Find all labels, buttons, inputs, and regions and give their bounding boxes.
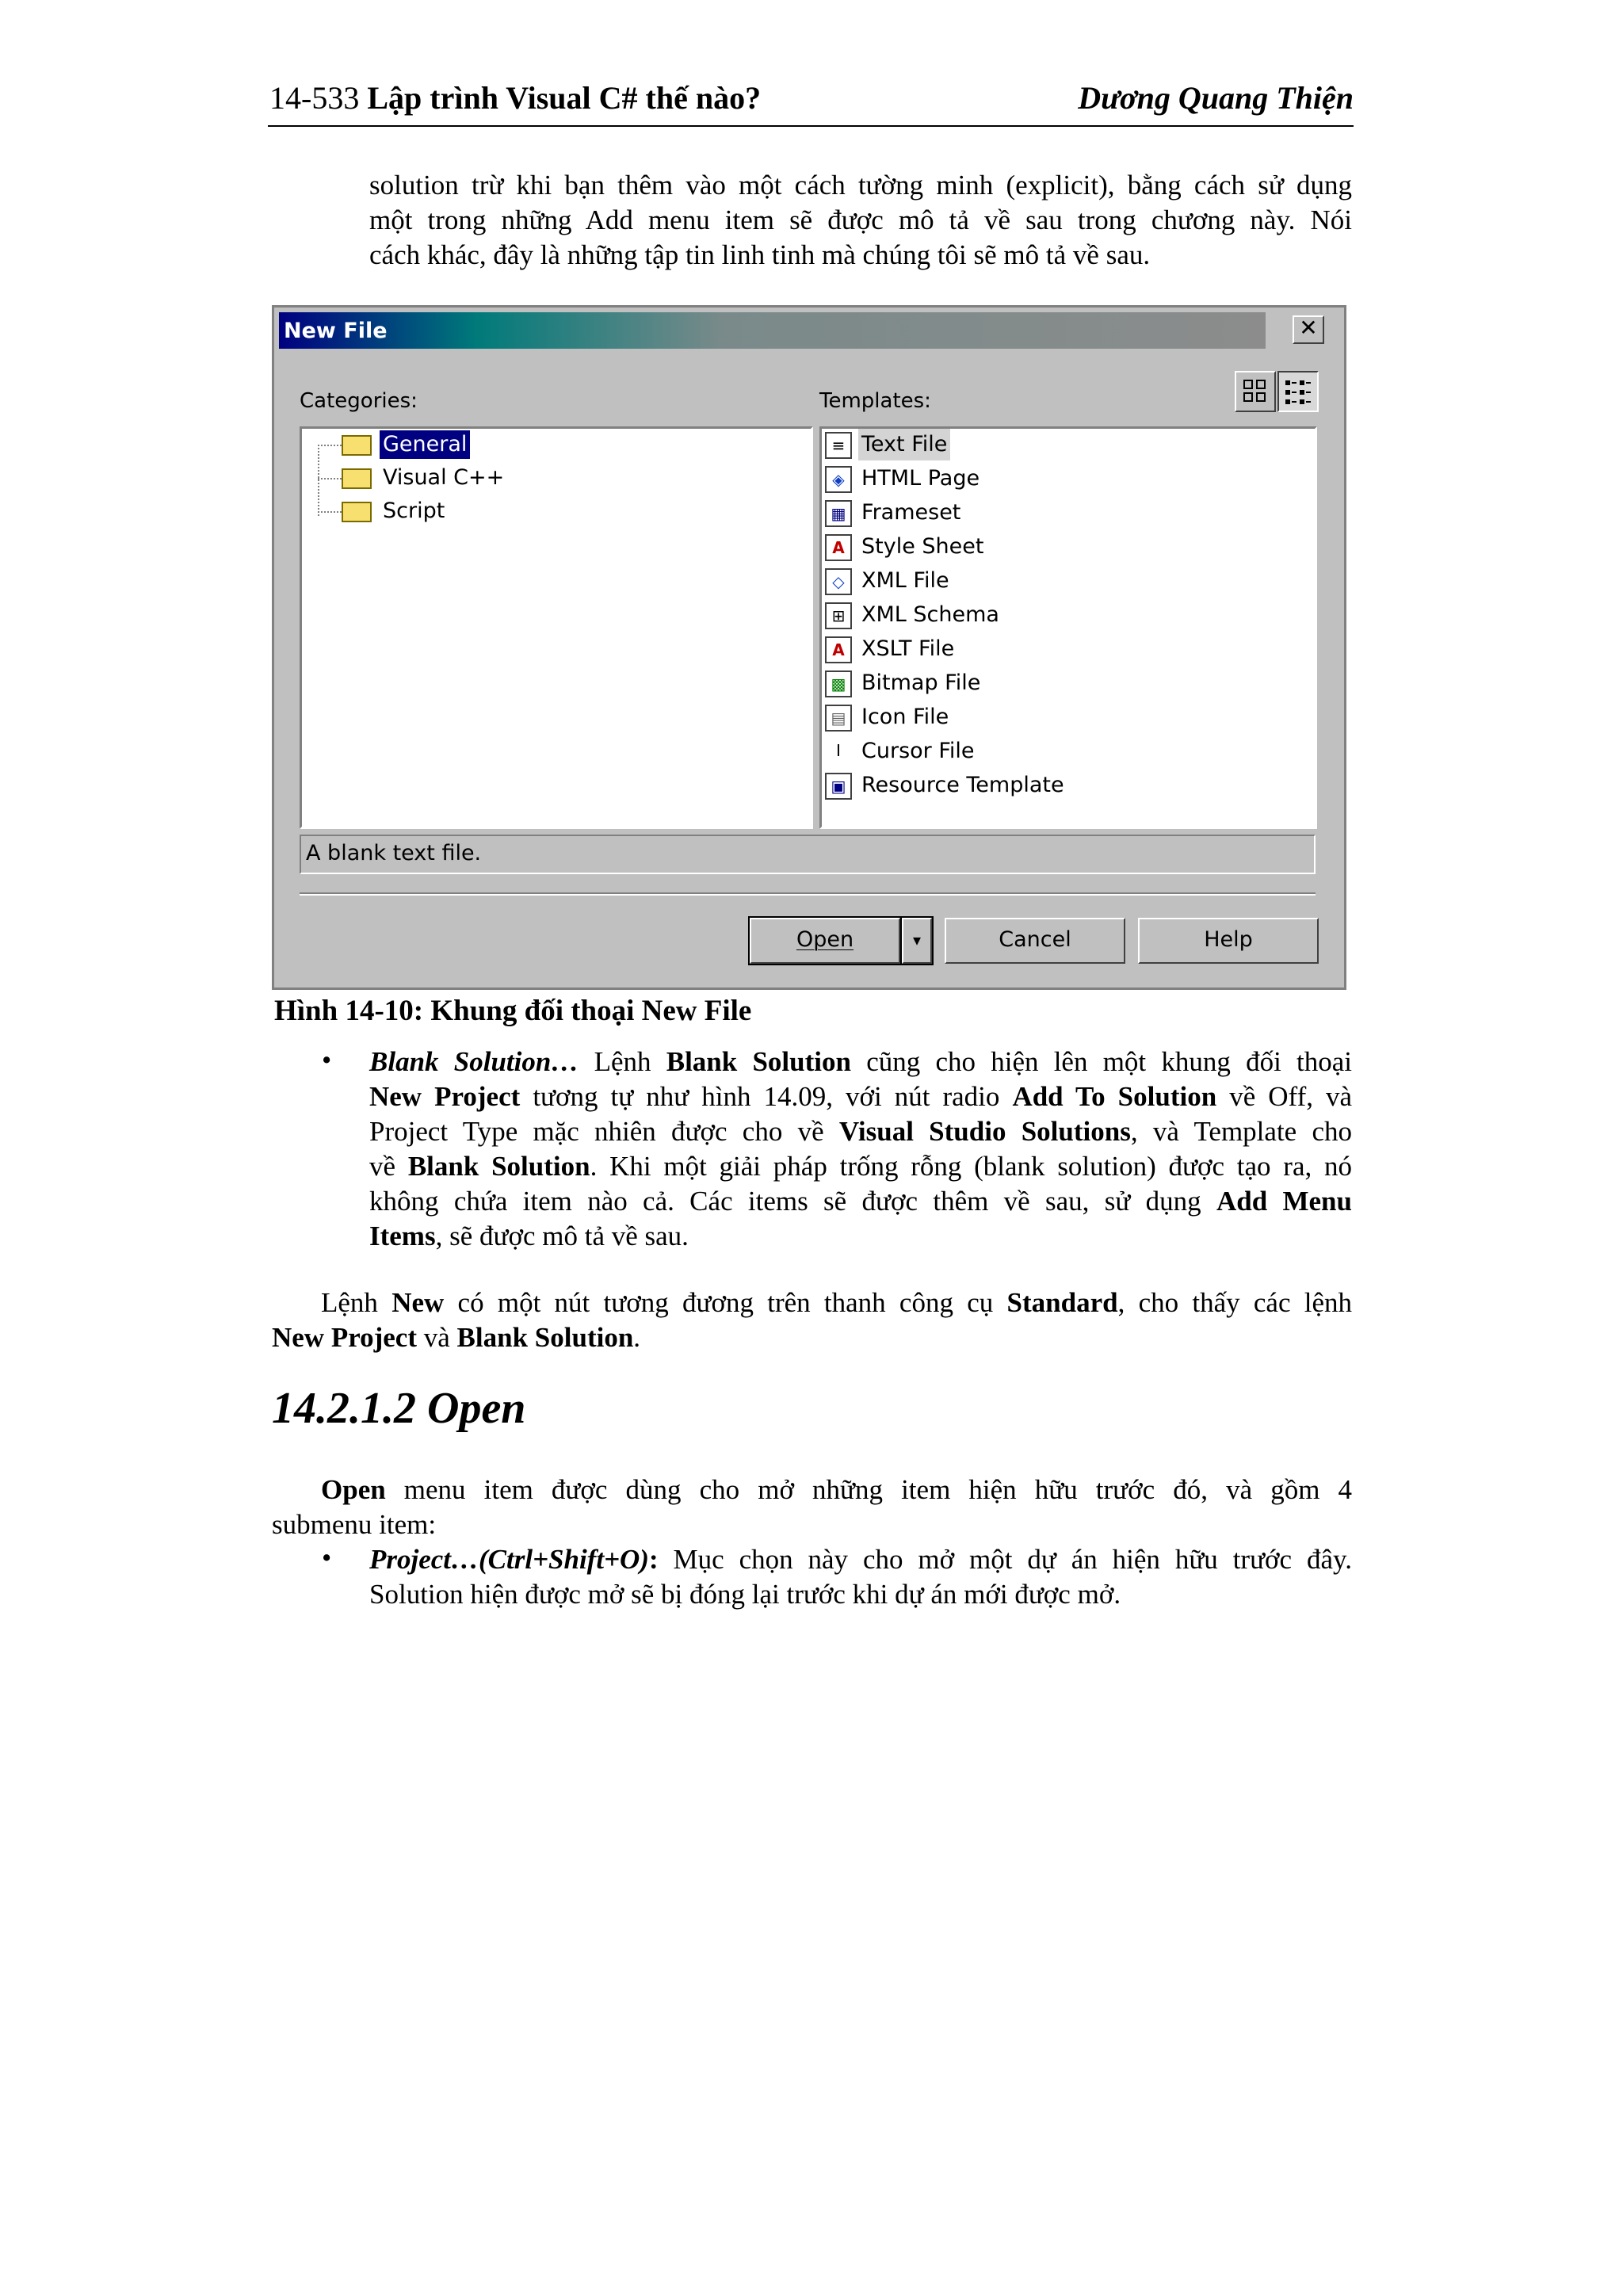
new-command-paragraph — [272, 1286, 1352, 1355]
template-label: XML Schema — [861, 602, 999, 627]
templates-list[interactable] — [819, 426, 1317, 829]
intro-line-3: cách khác, đây là những tập tin linh tinh mà chúng tôi sẽ mô tả về sau. — [369, 239, 1151, 270]
new-command-line-1 — [272, 1286, 1352, 1320]
large-icons-view-button[interactable] — [1235, 371, 1276, 412]
bold-run: : — [648, 1544, 659, 1575]
project-bullet-paragraph — [369, 1542, 1352, 1612]
close-icon: ✕ — [1299, 315, 1318, 341]
open-paragraph — [272, 1473, 1352, 1542]
text-run: có một nút tương đương trên thanh công cụ — [457, 1287, 994, 1318]
html-page-icon: ◈ — [825, 466, 852, 493]
bold-run: Add To Solution — [1012, 1081, 1217, 1112]
tree-connector — [318, 445, 342, 446]
description-box: A blank text file. — [300, 835, 1316, 874]
blank-solution-line-6 — [369, 1219, 1352, 1254]
template-label: Text File — [858, 429, 950, 460]
text-run: menu item được dùng cho mở những item hiện hữu trước đó, và gồm 4 — [403, 1474, 1353, 1505]
help-button[interactable]: Help — [1138, 918, 1319, 964]
intro-paragraph — [369, 168, 1352, 273]
cancel-button[interactable]: Cancel — [945, 918, 1125, 964]
text-run: , và Template cho — [1130, 1116, 1352, 1147]
text-run: , sẽ được mô tả về sau. — [435, 1221, 689, 1251]
text-run: tương tự như hình 14.09, với nút radio — [533, 1081, 1000, 1112]
template-label: XSLT File — [861, 636, 955, 661]
xml-file-icon: ◇ — [825, 568, 852, 595]
blank-solution-term: Blank Solution… — [369, 1046, 579, 1077]
page-number: 14-533 — [269, 80, 360, 116]
dialog-titlebar[interactable] — [279, 312, 1266, 349]
text-run: , cho thấy các lệnh — [1117, 1287, 1353, 1318]
tree-connector — [318, 478, 342, 479]
template-label: Style Sheet — [861, 534, 984, 559]
open-dropdown-button[interactable] — [902, 918, 932, 964]
bullet-glyph: • — [322, 1542, 332, 1573]
template-label: Cursor File — [861, 739, 975, 763]
blank-solution-paragraph — [369, 1045, 1352, 1254]
bold-run: Blank Solution — [456, 1322, 634, 1353]
dialog-separator — [300, 892, 1316, 896]
dialog-title: New File — [284, 319, 388, 343]
category-label: General — [380, 430, 470, 459]
bold-run: Items — [369, 1221, 436, 1251]
page-header — [268, 73, 1354, 127]
intro-line-1: solution trừ khi bạn thêm vào một cách tường minh (explicit), bằng cách sử dụng — [369, 170, 1352, 201]
bold-run: Blank Solution — [407, 1151, 590, 1182]
new-file-dialog — [272, 305, 1346, 990]
text-run: . Khi một giải pháp trống rỗng (blank solution) được tạo ra, nó — [590, 1151, 1353, 1182]
small-icons-icon — [1279, 372, 1317, 411]
template-label: Resource Template — [861, 773, 1064, 797]
bold-run: Open — [321, 1474, 386, 1505]
blank-solution-line-3 — [369, 1114, 1352, 1149]
tree-connector — [318, 445, 319, 516]
frameset-icon: ▦ — [825, 500, 852, 527]
text-run: cũng cho hiện lên một khung đối thoại — [866, 1046, 1353, 1077]
category-label: Visual C++ — [383, 465, 505, 490]
template-label: Bitmap File — [861, 670, 981, 695]
blank-solution-line-1 — [369, 1045, 1352, 1079]
text-run: về Off, và — [1229, 1081, 1353, 1112]
blank-solution-line-5 — [369, 1184, 1352, 1219]
bold-run: Blank Solution — [666, 1046, 851, 1077]
text-run: không chứa item nào cả. Các items sẽ được thêm về sau, sử dụng — [369, 1186, 1201, 1217]
text-run: về — [369, 1151, 396, 1182]
large-icons-icon — [1236, 372, 1274, 411]
open-button-label: Open — [796, 927, 854, 952]
bullet-glyph: • — [322, 1045, 332, 1075]
text-run: Lệnh — [321, 1287, 378, 1318]
bold-run: New Project — [369, 1081, 521, 1112]
text-run: và — [423, 1322, 450, 1353]
blank-solution-line-4 — [369, 1149, 1352, 1184]
text-file-icon: ≡ — [825, 432, 852, 459]
category-label: Script — [383, 499, 445, 523]
text-run: . — [633, 1322, 641, 1353]
project-line-1 — [369, 1542, 1352, 1577]
bold-run: New — [391, 1287, 445, 1318]
section-heading: 14.2.1.2 Open — [272, 1384, 526, 1433]
categories-tree[interactable] — [300, 426, 813, 829]
project-term: Project…(Ctrl+Shift+O) — [369, 1544, 649, 1575]
small-icons-view-button[interactable] — [1277, 371, 1319, 412]
text-run: Lệnh — [594, 1046, 651, 1077]
chevron-down-icon: ▾ — [912, 930, 922, 949]
figure-caption: Hình 14-10: Khung đối thoại New File — [274, 995, 752, 1027]
resource-template-icon: ▣ — [825, 773, 852, 800]
folder-icon — [342, 468, 372, 489]
open-line-1 — [272, 1473, 1352, 1507]
bold-run: Add Menu — [1216, 1186, 1352, 1217]
bold-run: Visual Studio Solutions — [838, 1116, 1131, 1147]
open-line-2: submenu item: — [272, 1509, 437, 1540]
xml-schema-icon: ⊞ — [825, 602, 852, 629]
folder-icon — [342, 502, 372, 522]
icon-file-icon: ▤ — [825, 705, 852, 732]
template-label: XML File — [861, 568, 949, 593]
header-left — [269, 79, 761, 117]
open-button[interactable] — [750, 918, 900, 964]
book-title: Lập trình Visual C# thế nào? — [367, 80, 762, 116]
bitmap-file-icon: ▩ — [825, 670, 852, 697]
folder-open-icon — [342, 435, 372, 456]
template-label: Frameset — [861, 500, 961, 525]
author-name: Dương Quang Thiện — [1078, 80, 1354, 116]
template-label: HTML Page — [861, 466, 980, 491]
project-line-2: Solution hiện được mở sẽ bị đóng lại trước khi dự án mới được mở. — [369, 1579, 1121, 1610]
bold-run: Standard — [1006, 1287, 1118, 1318]
cursor-file-icon: I — [836, 741, 841, 760]
new-command-line-2 — [272, 1320, 1352, 1355]
text-run: Project Type mặc nhiên được cho về — [369, 1116, 824, 1147]
xslt-file-icon: A — [825, 636, 852, 663]
bold-run: New Project — [272, 1322, 417, 1353]
close-button[interactable] — [1293, 315, 1324, 344]
blank-solution-line-2 — [369, 1079, 1352, 1114]
style-sheet-icon: A — [825, 534, 852, 561]
intro-line-2: một trong những Add menu item sẽ được mô tả về sau trong chương này. Nói — [369, 204, 1352, 235]
categories-label: Categories: — [300, 389, 418, 413]
text-run: Mục chọn này cho mở một dự án hiện hữu trước đây. — [673, 1544, 1353, 1575]
template-label: Icon File — [861, 705, 949, 729]
templates-label: Templates: — [819, 389, 931, 413]
tree-connector — [318, 511, 342, 513]
